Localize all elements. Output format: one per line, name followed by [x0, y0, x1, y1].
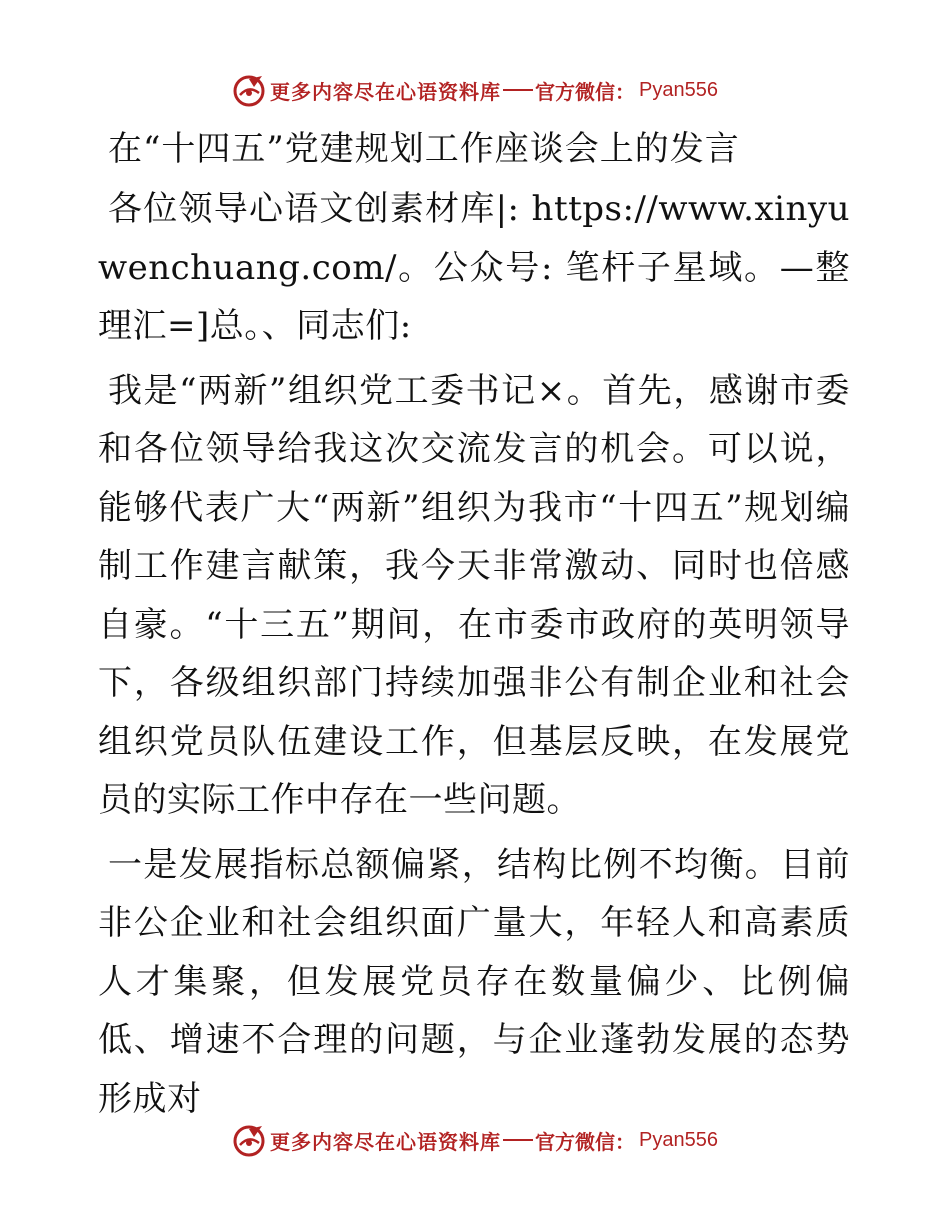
watermark-wechat-id: Pyan556	[639, 78, 718, 101]
watermark-dash	[503, 1139, 533, 1141]
watermark-official-label: 官方微信：	[535, 1129, 636, 1154]
book-quill-logo-icon	[232, 1123, 266, 1157]
watermark-text: 更多内容尽在心语资料库	[270, 79, 502, 104]
watermark-dash	[503, 89, 533, 91]
document-body	[98, 120, 850, 1134]
watermark-wechat-id: Pyan556	[639, 1128, 718, 1151]
paragraph-salutation: 各位领导心语文创素材库|: https://www.xinyuwenchuang.com/。公众号: 笔杆子星域。—整理汇=]总。、同志们:	[98, 189, 850, 346]
paragraph-opening: 我是“两新”组织党工委书记×。首先，感谢市委和各位领导给我这次交流发言的机会。可以说，能够代表广大“两新”组织为我市“十四五”规划编制工作建言献策，我今天非常激动、同时也倍感自豪。“十三五”期间，在市委市政府的英明领导下，各级组织部门持续加强非公有制企业和社会组织党员队伍建设工作，但基层反映，在发展党员的实际工作中存在一些问题。	[98, 370, 850, 820]
footer-watermark-banner	[0, 1120, 950, 1160]
watermark-text: 更多内容尽在心语资料库	[270, 1129, 502, 1154]
document-title: 在“十四五”党建规划工作座谈会上的发言	[108, 129, 740, 169]
header-watermark-banner	[0, 70, 950, 110]
book-quill-logo-icon	[232, 73, 266, 107]
paragraph-point-one: 一是发展指标总额偏紧，结构比例不均衡。目前非公企业和社会组织面广量大，年轻人和高素质人才集聚，但发展党员存在数量偏少、比例偏低、增速不合理的问题，与企业蓬勃发展的态势形成对	[98, 844, 850, 1119]
watermark-official-label: 官方微信：	[535, 79, 636, 104]
